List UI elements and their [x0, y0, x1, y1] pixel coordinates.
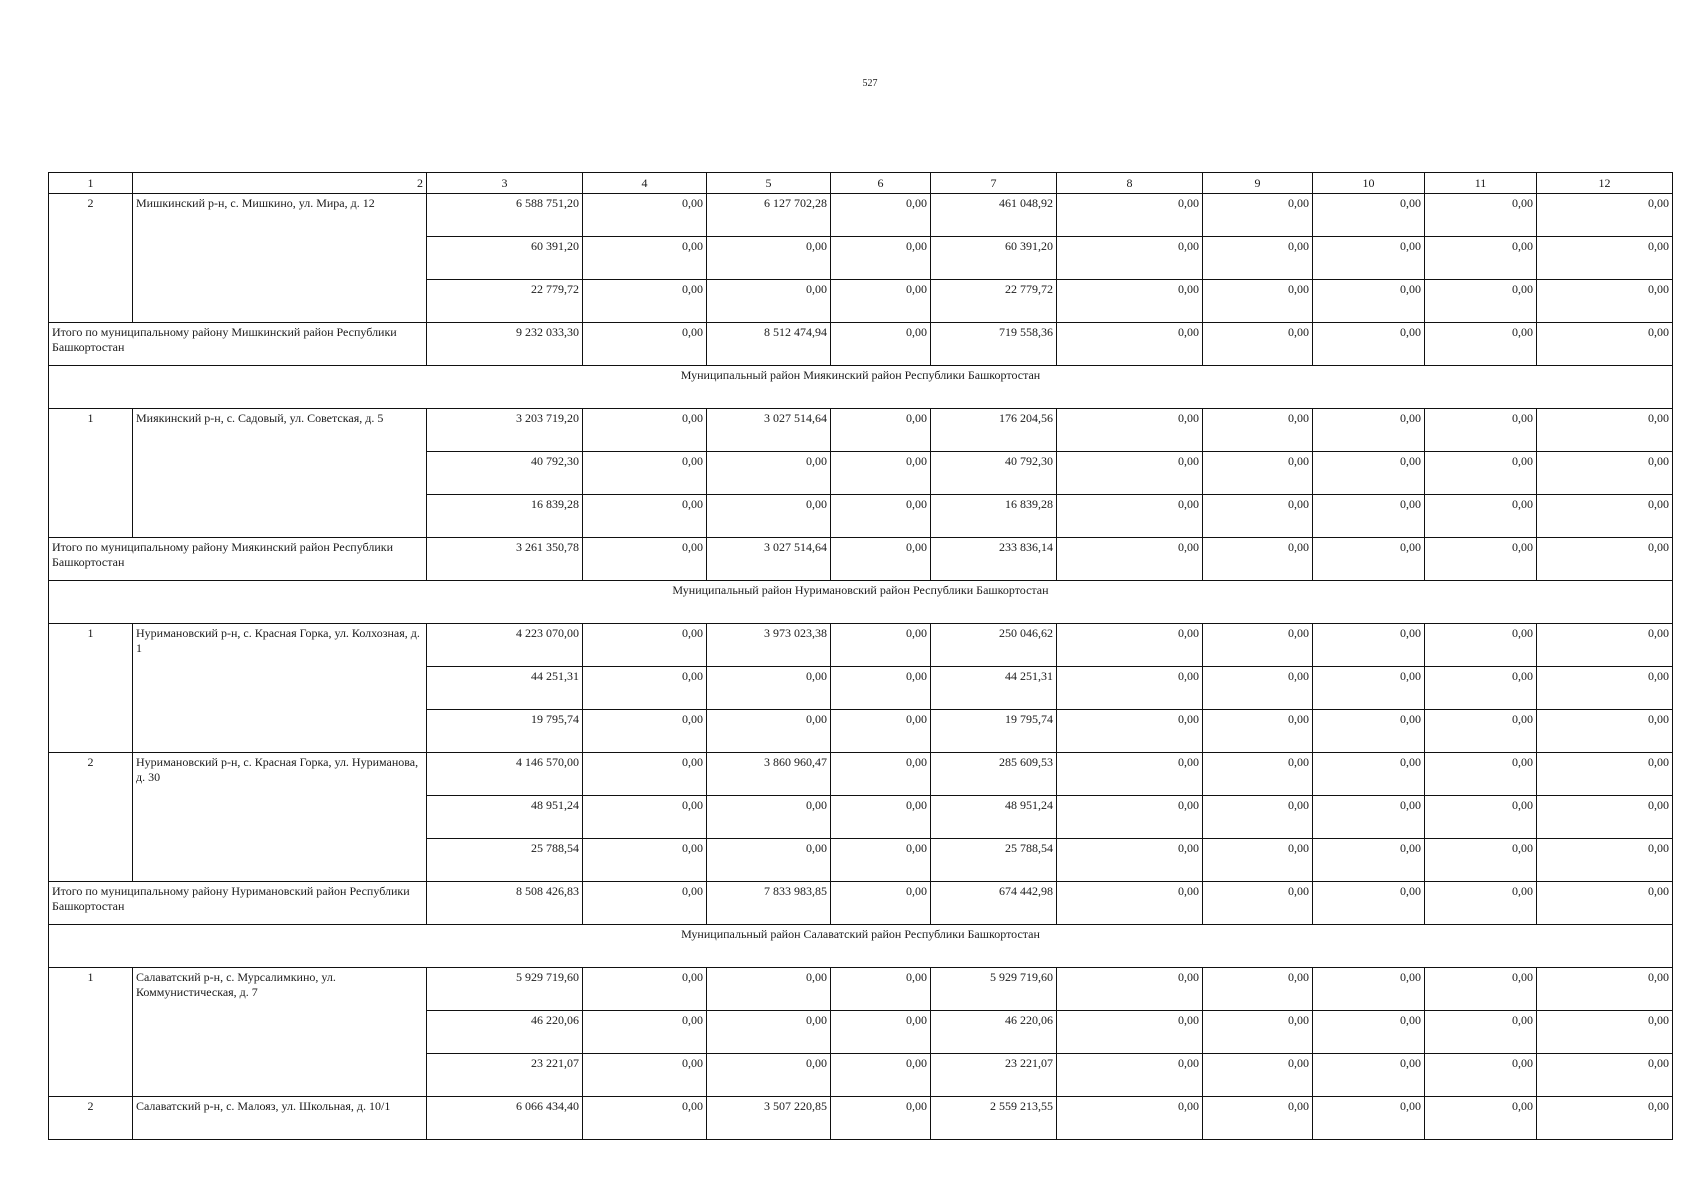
amount-cell: 0,00: [831, 753, 931, 796]
amount-cell: 0,00: [831, 1011, 931, 1054]
object-number-cell: 2: [49, 194, 133, 323]
amount-cell: 0,00: [1425, 194, 1537, 237]
amount-cell: 0,00: [1537, 280, 1673, 323]
amount-cell: 5 929 719,60: [931, 968, 1057, 1011]
object-address-cell: Салаватский р-н, с. Малояз, ул. Школьная, д. 10/1: [133, 1097, 427, 1140]
district-total-row: [49, 882, 1673, 925]
amount-cell: 3 027 514,64: [707, 409, 831, 452]
column-number-cell: 8: [1057, 173, 1203, 194]
amount-cell: 0,00: [583, 1011, 707, 1054]
amount-cell: 0,00: [1425, 753, 1537, 796]
total-amount-cell: 0,00: [1203, 538, 1313, 581]
amount-cell: 2 559 213,55: [931, 1097, 1057, 1140]
amount-cell: 0,00: [707, 667, 831, 710]
amount-cell: 0,00: [1313, 710, 1425, 753]
amount-cell: 0,00: [1313, 1011, 1425, 1054]
total-amount-cell: 674 442,98: [931, 882, 1057, 925]
district-section-row: [49, 366, 1673, 409]
amount-cell: 0,00: [831, 452, 931, 495]
amount-cell: 0,00: [1203, 1097, 1313, 1140]
table-row: [49, 624, 1673, 667]
amount-cell: 0,00: [1203, 839, 1313, 882]
amount-cell: 0,00: [831, 280, 931, 323]
total-amount-cell: 0,00: [1203, 882, 1313, 925]
amount-cell: 0,00: [1203, 710, 1313, 753]
amount-cell: 19 795,74: [427, 710, 583, 753]
object-address-cell: Нуримановский р-н, с. Красная Горка, ул. Колхозная, д. 1: [133, 624, 427, 753]
amount-cell: 0,00: [1537, 1011, 1673, 1054]
amount-cell: 0,00: [831, 194, 931, 237]
amount-cell: 0,00: [1425, 280, 1537, 323]
amount-cell: 0,00: [1203, 753, 1313, 796]
object-address-cell: Салаватский р-н, с. Мурсалимкино, ул. Коммунистическая, д. 7: [133, 968, 427, 1097]
table-row: [49, 1097, 1673, 1140]
district-total-row: [49, 538, 1673, 581]
amount-cell: 25 788,54: [427, 839, 583, 882]
amount-cell: 0,00: [583, 280, 707, 323]
amount-cell: 0,00: [583, 237, 707, 280]
district-total-label: Итого по муниципальному району Мишкинский район Республики Башкортостан: [49, 323, 427, 366]
amount-cell: 19 795,74: [931, 710, 1057, 753]
district-section-title: Муниципальный район Салаватский район Республики Башкортостан: [49, 925, 1673, 968]
total-amount-cell: 0,00: [1425, 538, 1537, 581]
amount-cell: 0,00: [583, 624, 707, 667]
total-amount-cell: 0,00: [1425, 323, 1537, 366]
amount-cell: 6 127 702,28: [707, 194, 831, 237]
amount-cell: 0,00: [583, 796, 707, 839]
amount-cell: 0,00: [707, 839, 831, 882]
amount-cell: 0,00: [583, 409, 707, 452]
amount-cell: 0,00: [831, 796, 931, 839]
column-number-cell: 5: [707, 173, 831, 194]
amount-cell: 0,00: [1057, 1097, 1203, 1140]
amount-cell: 0,00: [1537, 753, 1673, 796]
object-number-cell: 2: [49, 753, 133, 882]
column-number-cell: 6: [831, 173, 931, 194]
amount-cell: 0,00: [1537, 624, 1673, 667]
amount-cell: 6 588 751,20: [427, 194, 583, 237]
amount-cell: 0,00: [583, 495, 707, 538]
amount-cell: 0,00: [1313, 280, 1425, 323]
amount-cell: 44 251,31: [427, 667, 583, 710]
district-total-row: [49, 323, 1673, 366]
amount-cell: 0,00: [1203, 495, 1313, 538]
amount-cell: 3 507 220,85: [707, 1097, 831, 1140]
amount-cell: 0,00: [707, 452, 831, 495]
amount-cell: 16 839,28: [427, 495, 583, 538]
amount-cell: 0,00: [707, 495, 831, 538]
district-section-title: Муниципальный район Нуримановский район Республики Башкортостан: [49, 581, 1673, 624]
amount-cell: 0,00: [1057, 968, 1203, 1011]
amount-cell: 0,00: [831, 839, 931, 882]
column-number-cell: 4: [583, 173, 707, 194]
amount-cell: 0,00: [1057, 839, 1203, 882]
amount-cell: 0,00: [1057, 452, 1203, 495]
amount-cell: 0,00: [831, 409, 931, 452]
amount-cell: 48 951,24: [427, 796, 583, 839]
amount-cell: 0,00: [1057, 796, 1203, 839]
amount-cell: 0,00: [583, 968, 707, 1011]
column-number-row: [49, 173, 1673, 194]
amount-cell: 46 220,06: [427, 1011, 583, 1054]
amount-cell: 0,00: [1425, 839, 1537, 882]
amount-cell: 0,00: [1313, 624, 1425, 667]
total-amount-cell: 0,00: [583, 538, 707, 581]
amount-cell: 0,00: [831, 1054, 931, 1097]
column-number-cell: 7: [931, 173, 1057, 194]
amount-cell: 0,00: [1425, 1011, 1537, 1054]
amount-cell: 461 048,92: [931, 194, 1057, 237]
amount-cell: 0,00: [1537, 237, 1673, 280]
total-amount-cell: 0,00: [1313, 538, 1425, 581]
object-address-cell: Миякинский р-н, с. Садовый, ул. Советская, д. 5: [133, 409, 427, 538]
amount-cell: 0,00: [1057, 1011, 1203, 1054]
amount-cell: 0,00: [1313, 409, 1425, 452]
total-amount-cell: 0,00: [1313, 323, 1425, 366]
amount-cell: 22 779,72: [931, 280, 1057, 323]
amount-cell: 0,00: [1203, 667, 1313, 710]
amount-cell: 0,00: [1313, 839, 1425, 882]
amount-cell: 0,00: [831, 968, 931, 1011]
column-number-cell: 2: [133, 173, 427, 194]
total-amount-cell: 0,00: [1537, 538, 1673, 581]
object-number-cell: 1: [49, 624, 133, 753]
amount-cell: 0,00: [1425, 624, 1537, 667]
amount-cell: 0,00: [1203, 624, 1313, 667]
amount-cell: 4 223 070,00: [427, 624, 583, 667]
amount-cell: 0,00: [1537, 968, 1673, 1011]
amount-cell: 0,00: [1537, 495, 1673, 538]
amount-cell: 60 391,20: [427, 237, 583, 280]
amount-cell: 0,00: [1537, 452, 1673, 495]
total-amount-cell: 0,00: [583, 882, 707, 925]
amount-cell: 0,00: [1203, 237, 1313, 280]
amount-cell: 0,00: [1313, 452, 1425, 495]
table-row: [49, 753, 1673, 796]
amount-cell: 0,00: [1057, 409, 1203, 452]
amount-cell: 0,00: [707, 280, 831, 323]
amount-cell: 285 609,53: [931, 753, 1057, 796]
total-amount-cell: 0,00: [1537, 323, 1673, 366]
amount-cell: 0,00: [831, 1097, 931, 1140]
amount-cell: 3 973 023,38: [707, 624, 831, 667]
total-amount-cell: 0,00: [1203, 323, 1313, 366]
total-amount-cell: 233 836,14: [931, 538, 1057, 581]
amount-cell: 0,00: [1057, 1054, 1203, 1097]
amount-cell: 44 251,31: [931, 667, 1057, 710]
district-section-row: [49, 581, 1673, 624]
amount-cell: 3 860 960,47: [707, 753, 831, 796]
amount-cell: 0,00: [1537, 796, 1673, 839]
amount-cell: 23 221,07: [427, 1054, 583, 1097]
amount-cell: 0,00: [1425, 1054, 1537, 1097]
amount-cell: 0,00: [1203, 796, 1313, 839]
total-amount-cell: 0,00: [1425, 882, 1537, 925]
object-number-cell: 1: [49, 968, 133, 1097]
amount-cell: 0,00: [583, 753, 707, 796]
table-row: [49, 409, 1673, 452]
amount-cell: 0,00: [831, 667, 931, 710]
total-amount-cell: 0,00: [1057, 538, 1203, 581]
amount-cell: 0,00: [1537, 710, 1673, 753]
amount-cell: 60 391,20: [931, 237, 1057, 280]
total-amount-cell: 0,00: [831, 882, 931, 925]
object-address-cell: Нуримановский р-н, с. Красная Горка, ул. Нуриманова, д. 30: [133, 753, 427, 882]
amount-cell: 0,00: [1425, 237, 1537, 280]
column-number-cell: 10: [1313, 173, 1425, 194]
district-section-title: Муниципальный район Миякинский район Республики Башкортостан: [49, 366, 1673, 409]
table-row: [49, 194, 1673, 237]
amount-cell: 0,00: [1313, 194, 1425, 237]
amount-cell: 0,00: [1537, 194, 1673, 237]
total-amount-cell: 0,00: [1057, 882, 1203, 925]
amount-cell: 0,00: [1203, 968, 1313, 1011]
district-total-label: Итого по муниципальному району Нуримановский район Республики Башкортостан: [49, 882, 427, 925]
column-number-cell: 11: [1425, 173, 1537, 194]
total-amount-cell: 0,00: [1537, 882, 1673, 925]
amount-cell: 0,00: [1537, 1054, 1673, 1097]
amount-cell: 0,00: [583, 452, 707, 495]
total-amount-cell: 0,00: [1057, 323, 1203, 366]
amount-cell: 0,00: [1203, 280, 1313, 323]
amount-cell: 5 929 719,60: [427, 968, 583, 1011]
amount-cell: 0,00: [1425, 968, 1537, 1011]
amount-cell: 0,00: [583, 839, 707, 882]
amount-cell: 0,00: [1537, 409, 1673, 452]
amount-cell: 48 951,24: [931, 796, 1057, 839]
amount-cell: 23 221,07: [931, 1054, 1057, 1097]
amount-cell: 0,00: [1057, 495, 1203, 538]
object-number-cell: 1: [49, 409, 133, 538]
amount-cell: 0,00: [1313, 1097, 1425, 1140]
amount-cell: 40 792,30: [931, 452, 1057, 495]
amount-cell: 0,00: [1537, 1097, 1673, 1140]
amount-cell: 3 203 719,20: [427, 409, 583, 452]
amount-cell: 4 146 570,00: [427, 753, 583, 796]
amount-cell: 0,00: [1203, 1011, 1313, 1054]
amount-cell: 0,00: [1203, 194, 1313, 237]
amount-cell: 0,00: [1425, 710, 1537, 753]
amount-cell: 0,00: [831, 495, 931, 538]
amount-cell: 0,00: [831, 237, 931, 280]
object-address-cell: Мишкинский р-н, с. Мишкино, ул. Мира, д. 12: [133, 194, 427, 323]
amount-cell: 6 066 434,40: [427, 1097, 583, 1140]
amount-cell: 0,00: [1425, 1097, 1537, 1140]
amount-cell: 0,00: [1203, 409, 1313, 452]
total-amount-cell: 719 558,36: [931, 323, 1057, 366]
amount-cell: 0,00: [1425, 667, 1537, 710]
data-table: [48, 172, 1673, 1140]
amount-cell: 0,00: [583, 1097, 707, 1140]
amount-cell: 0,00: [707, 968, 831, 1011]
amount-cell: 0,00: [583, 194, 707, 237]
amount-cell: 0,00: [1203, 452, 1313, 495]
amount-cell: 0,00: [1425, 495, 1537, 538]
amount-cell: 0,00: [707, 796, 831, 839]
amount-cell: 0,00: [831, 710, 931, 753]
amount-cell: 0,00: [1313, 796, 1425, 839]
amount-cell: 0,00: [583, 710, 707, 753]
page-number: 527: [862, 78, 878, 89]
amount-cell: 0,00: [1057, 194, 1203, 237]
amount-cell: 0,00: [1537, 667, 1673, 710]
amount-cell: 40 792,30: [427, 452, 583, 495]
total-amount-cell: 0,00: [831, 538, 931, 581]
amount-cell: 22 779,72: [427, 280, 583, 323]
amount-cell: 0,00: [1313, 753, 1425, 796]
total-amount-cell: 0,00: [583, 323, 707, 366]
table-row: [49, 968, 1673, 1011]
amount-cell: 0,00: [1057, 624, 1203, 667]
amount-cell: 0,00: [1425, 796, 1537, 839]
amount-cell: 0,00: [1057, 667, 1203, 710]
total-amount-cell: 8 512 474,94: [707, 323, 831, 366]
amount-cell: 0,00: [1057, 280, 1203, 323]
amount-cell: 0,00: [1313, 237, 1425, 280]
column-number-cell: 1: [49, 173, 133, 194]
amount-cell: 0,00: [1425, 452, 1537, 495]
amount-cell: 176 204,56: [931, 409, 1057, 452]
amount-cell: 46 220,06: [931, 1011, 1057, 1054]
total-amount-cell: 9 232 033,30: [427, 323, 583, 366]
object-number-cell: 2: [49, 1097, 133, 1140]
total-amount-cell: 3 261 350,78: [427, 538, 583, 581]
amount-cell: 0,00: [1313, 968, 1425, 1011]
amount-cell: 0,00: [707, 1011, 831, 1054]
total-amount-cell: 7 833 983,85: [707, 882, 831, 925]
amount-cell: 0,00: [707, 237, 831, 280]
column-number-cell: 3: [427, 173, 583, 194]
district-total-label: Итого по муниципальному району Миякинский район Республики Башкортостан: [49, 538, 427, 581]
amount-cell: 0,00: [1425, 409, 1537, 452]
column-number-cell: 9: [1203, 173, 1313, 194]
amount-cell: 0,00: [1057, 753, 1203, 796]
amount-cell: 0,00: [1313, 495, 1425, 538]
amount-cell: 0,00: [583, 1054, 707, 1097]
amount-cell: 25 788,54: [931, 839, 1057, 882]
total-amount-cell: 3 027 514,64: [707, 538, 831, 581]
amount-cell: 0,00: [1057, 710, 1203, 753]
amount-cell: 0,00: [1537, 839, 1673, 882]
amount-cell: 250 046,62: [931, 624, 1057, 667]
amount-cell: 0,00: [1203, 1054, 1313, 1097]
total-amount-cell: 8 508 426,83: [427, 882, 583, 925]
amount-cell: 0,00: [1313, 667, 1425, 710]
amount-cell: 0,00: [1313, 1054, 1425, 1097]
amount-cell: 16 839,28: [931, 495, 1057, 538]
amount-cell: 0,00: [831, 624, 931, 667]
amount-cell: 0,00: [707, 710, 831, 753]
amount-cell: 0,00: [707, 1054, 831, 1097]
amount-cell: 0,00: [1057, 237, 1203, 280]
column-number-cell: 12: [1537, 173, 1673, 194]
total-amount-cell: 0,00: [1313, 882, 1425, 925]
amount-cell: 0,00: [583, 667, 707, 710]
district-section-row: [49, 925, 1673, 968]
total-amount-cell: 0,00: [831, 323, 931, 366]
